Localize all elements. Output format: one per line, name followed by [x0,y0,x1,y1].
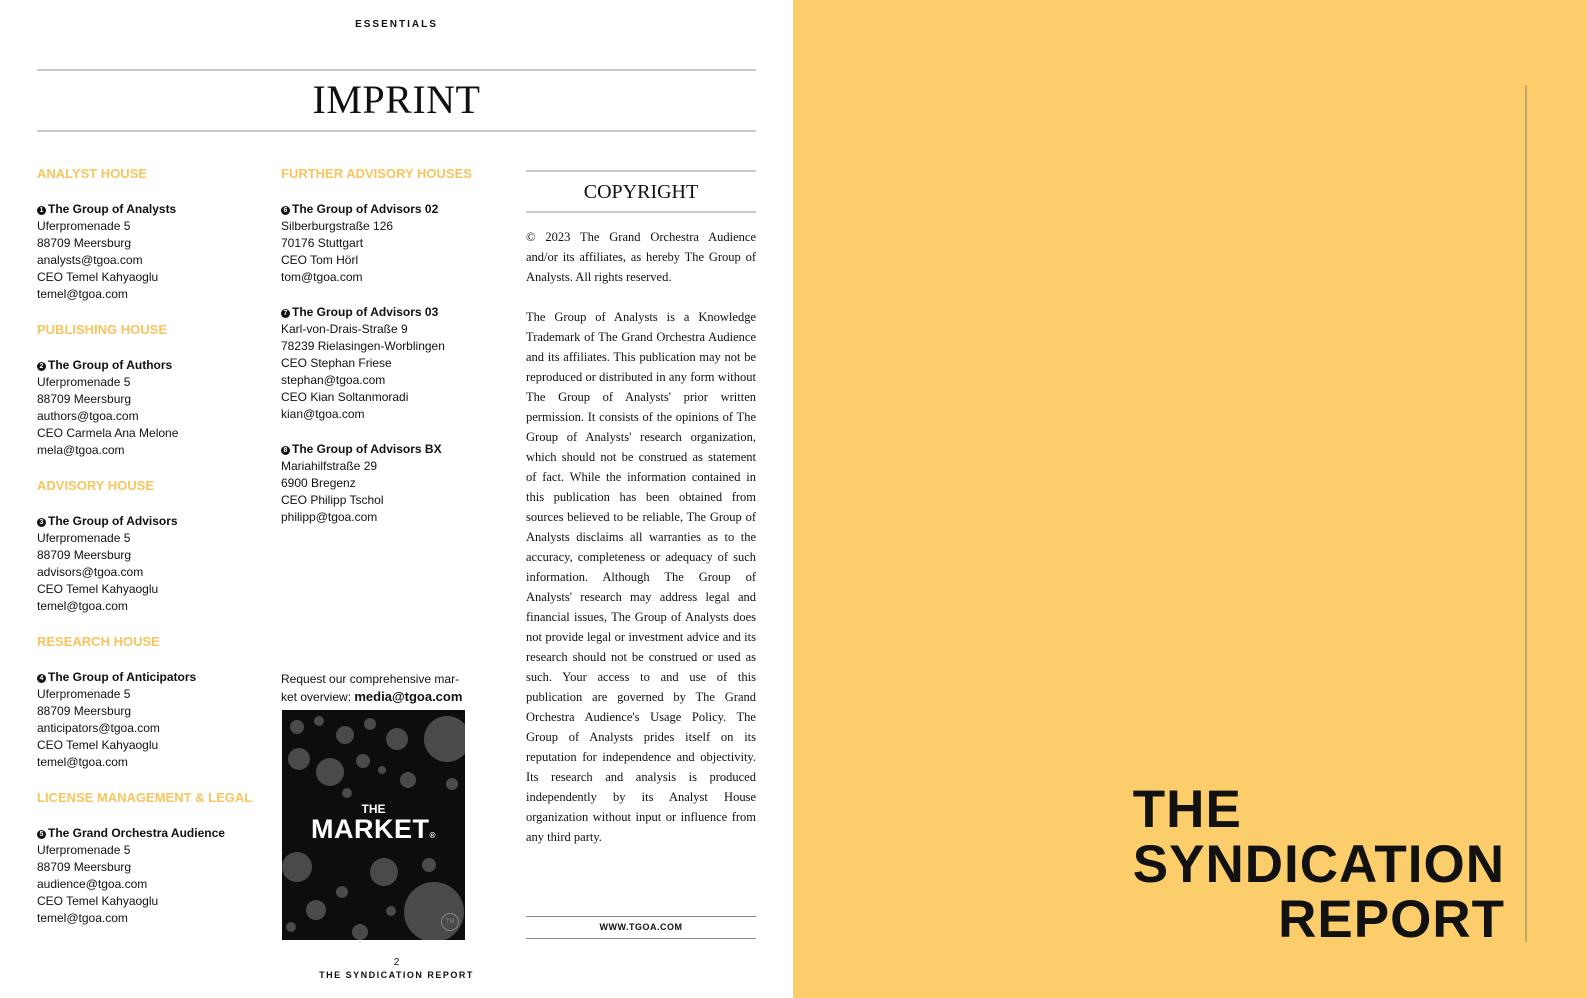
city-line: 88709 Meersburg [37,704,132,718]
title-top-rule [37,69,756,71]
number-badge-icon: 3 [37,518,46,527]
website-bottom-rule [526,938,756,939]
cover-market: MARKET® [311,814,436,844]
address-line: Mariahilfstraße 29 [281,459,378,473]
house-title: RESEARCH HOUSE [37,634,160,649]
house-title: ANALYST HOUSE [37,166,148,181]
ceo-line: CEO Temel Kahyaoglu [37,738,159,752]
number-badge-icon: 8 [281,446,290,455]
house-title: FURTHER ADVISORY HOUSES [281,166,472,181]
page-number: 2 [393,957,400,968]
ceo-line: CEO Temel Kahyaoglu [37,270,159,284]
cover-dot [386,728,408,750]
cover-dot [290,720,304,734]
city-line: 88709 Meersburg [37,860,132,874]
cover-dot [314,716,324,726]
houses-column [37,165,267,945]
report-title-line: THE [1132,780,1242,839]
entry-name: The Group of Authors [48,358,173,372]
cover-dot [306,900,326,920]
title-bottom-rule [37,130,756,132]
website-link[interactable]: WWW.TGOA.COM [599,922,683,932]
cover-dot [370,858,398,886]
house-title: LICENSE MANAGEMENT & LEGAL [37,790,253,805]
house-entry [281,304,496,423]
request-text: Request our comprehensive mar-ket overview: [281,672,460,704]
entry-name: The Group of Advisors [48,514,178,528]
report-title-line: REPORT [1278,890,1505,949]
cover-dot [378,766,386,774]
entry-name: The Group of Advisors BX [292,442,442,456]
ceo-email-link[interactable]: philipp@tgoa.com [281,510,378,524]
house-entry [37,513,267,615]
cover-dot [404,882,464,940]
market-overview-request [281,671,471,706]
address-line: Uferpromenade 5 [37,531,131,545]
ceo-line: CEO Philipp Tschol [281,493,384,507]
house-entry [281,441,496,526]
copyright-bottom-rule [526,211,756,213]
entry-name: The Group of Advisors 03 [292,305,439,319]
further-houses-column [281,165,496,544]
city-line: 6900 Bregenz [281,476,356,490]
ceo-line: CEO Stephan Friese [281,356,392,370]
city-line: 88709 Meersburg [37,548,132,562]
publishing-house [37,321,267,459]
ceo-email-link[interactable]: temel@tgoa.com [37,287,128,301]
house-title: ADVISORY HOUSE [37,478,155,493]
address-line: Uferpromenade 5 [37,219,131,233]
city-line: 78239 Rielasingen-Worblingen [281,339,445,353]
media-email-link[interactable]: media@tgoa.com [354,689,463,704]
analyst-house [37,165,267,303]
cover-dot [342,788,352,798]
entry-name: The Group of Analysts [48,202,177,216]
city-line: 88709 Meersburg [37,392,132,406]
ceo-line: CEO Tom Hörl [281,253,359,267]
cover-dot [446,778,458,790]
cover-dot [424,716,465,762]
cover-dot [400,772,416,788]
number-badge-icon: 5 [37,830,46,839]
ceo-email-link[interactable]: temel@tgoa.com [37,599,128,613]
address-line: Uferpromenade 5 [37,687,131,701]
cover-logo-icon: TM [441,913,459,931]
ceo-line: CEO Kian Soltanmoradi [281,390,409,404]
cover-dot [336,886,348,898]
research-house [37,633,267,771]
page-title: IMPRINT [312,77,481,122]
cover-dot [352,924,368,940]
house-entry [281,201,496,286]
house-entry [37,357,267,459]
number-badge-icon: 7 [281,309,290,318]
email-link[interactable]: anticipators@tgoa.com [37,721,160,735]
copyright-paragraph: The Group of Analysts is a Knowledge Trademark of The Grand Orchestra Audience and its affiliates. This publication may not be reproduced or distributed in any form without The Group of Analysts' prior written permission. It consists of the opinions of The Group of Analysts' research organization, which should not be construed as statement of fact. While the information contained in this publication has been obtained from sources believed to be reliable, The Group of Analysts disclaims all warranties as to the accuracy, completeness or adequacy of such information. Although The Group of Analysts' research may address legal and financial issues, The Group of Analysts does not provide legal or investment advice and its research should not be construed or used as such. Your access to and use of this publication are governed by The Grand Orchestra Audience's Usage Policy. The Group of Analysts prides itself on its reputation for independence and objectivity. Its research and analysis is produced independently by its Analyst House organization without input or influence from any third party. [526,310,756,844]
advisory-house [37,477,267,615]
house-title: PUBLISHING HOUSE [37,322,168,337]
ceo-line: CEO Carmela Ana Melone [37,426,179,440]
footer-title: THE SYNDICATION REPORT [319,970,474,980]
house-entry [37,201,267,303]
ceo-line: CEO Temel Kahyaoglu [37,582,159,596]
cover-dot [286,922,296,932]
ceo-email-link[interactable]: tom@tgoa.com [281,270,363,284]
entry-name: The Group of Anticipators [48,670,197,684]
ceo-email-link[interactable]: kian@tgoa.com [281,407,365,421]
cover-dot [282,852,312,882]
ceo-email-link[interactable]: mela@tgoa.com [37,443,125,457]
entry-name: The Grand Orchestra Audience [48,826,225,840]
cover-dot [336,726,354,744]
copyright-text [526,227,756,867]
cover-dot [356,754,370,768]
left-page [0,0,793,998]
copyright-title: COPYRIGHT [583,181,699,203]
right-page-rule [1525,85,1527,942]
license-house [37,789,267,927]
copyright-top-rule [526,170,756,172]
cover-dot [288,748,310,770]
number-badge-icon: 6 [281,206,290,215]
address-line: Karl-von-Drais-Straße 9 [281,322,408,336]
city-line: 70176 Stuttgart [281,236,364,250]
house-entry [37,825,267,927]
house-entry [37,669,267,771]
number-badge-icon: 4 [37,674,46,683]
address-line: Silberburgstraße 126 [281,219,394,233]
city-line: 88709 Meersburg [37,236,132,250]
market-report-cover-image [282,710,465,940]
ceo-email-link[interactable]: stephan@tgoa.com [281,373,386,387]
report-title [1133,782,1505,947]
email-link[interactable]: analysts@tgoa.com [37,253,143,267]
email-link[interactable]: authors@tgoa.com [37,409,139,423]
ceo-email-link[interactable]: temel@tgoa.com [37,911,128,925]
cover-dot [364,718,376,730]
address-line: Uferpromenade 5 [37,843,131,857]
number-badge-icon: 2 [37,362,46,371]
website-top-rule [526,916,756,917]
email-link[interactable]: audience@tgoa.com [37,877,148,891]
ceo-line: CEO Temel Kahyaoglu [37,894,159,908]
email-link[interactable]: advisors@tgoa.com [37,565,144,579]
entry-name: The Group of Advisors 02 [292,202,439,216]
copyright-paragraph: © 2023 The Grand Orchestra Audience and/or its affiliates, as hereby The Group of Analysts. All rights reserved. [526,230,756,284]
ceo-email-link[interactable]: temel@tgoa.com [37,755,128,769]
number-badge-icon: 1 [37,206,46,215]
cover-the: THE [361,802,386,816]
running-head: ESSENTIALS [355,19,438,30]
cover-dot [386,906,396,916]
address-line: Uferpromenade 5 [37,375,131,389]
report-title-line: SYNDICATION [1132,835,1505,894]
cover-dot [316,758,344,786]
cover-dot [422,858,436,872]
